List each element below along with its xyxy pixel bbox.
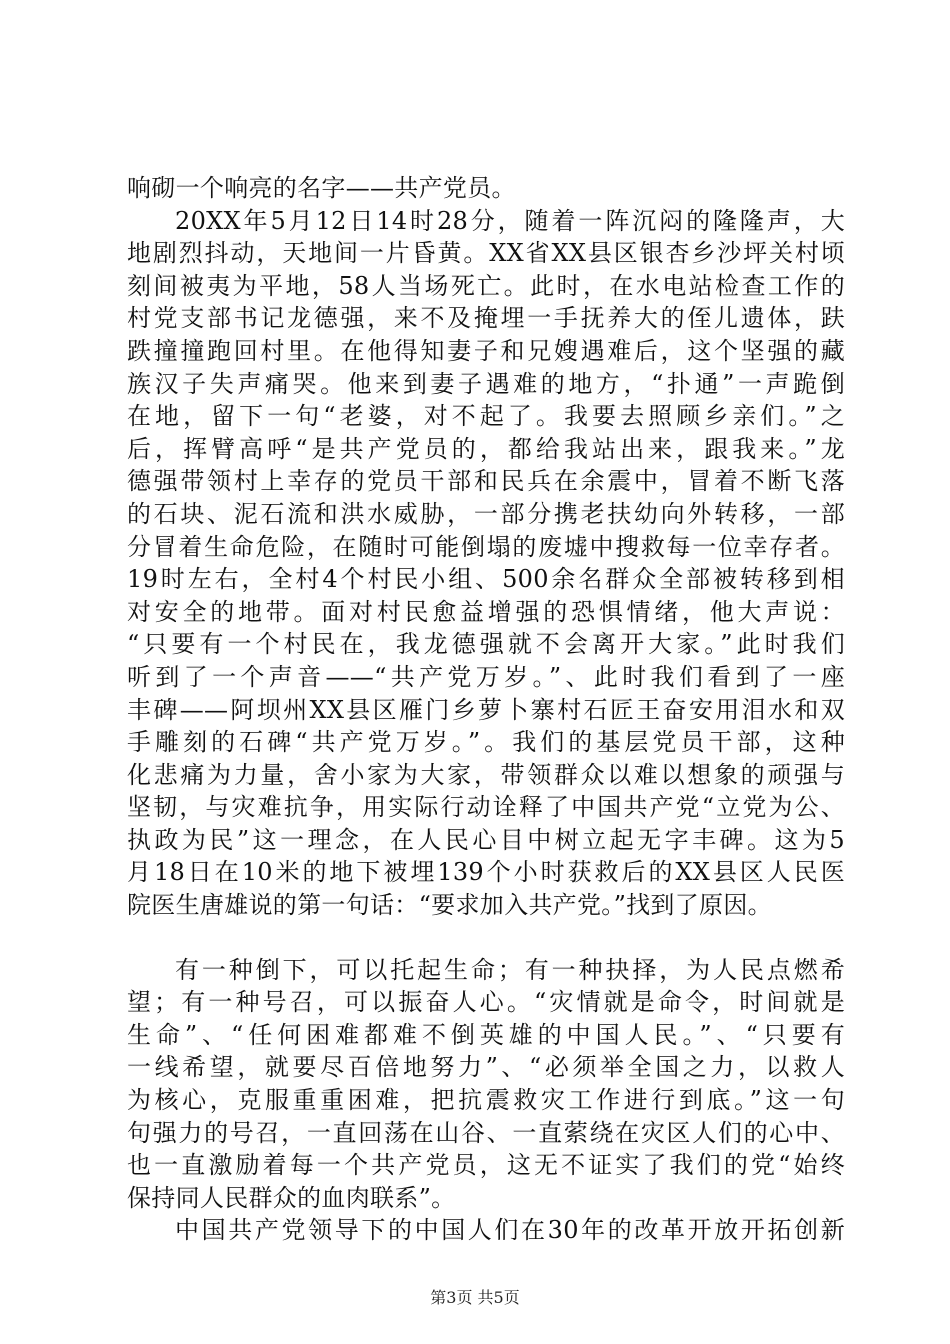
text-line: 的石块、泥石流和洪水威胁，一部分携老扶幼向外转移，一部	[127, 499, 845, 528]
text-line: 也一直激励着每一个共产党员，这无不证实了我们的党“始终	[127, 1151, 845, 1180]
text-line: 族汉子失声痛哭。他来到妻子遇难的地方，“扑通”一声跪倒	[127, 369, 845, 398]
text-line: 20XX年5月12日14时28分，随着一阵沉闷的隆隆声，大	[175, 206, 845, 235]
text-line: 德强带领村上幸存的党员干部和民兵在余震中，冒着不断飞落	[127, 467, 845, 496]
paragraph-3	[127, 954, 845, 1215]
text-line: 中国共产党领导下的中国人们在30年的改革开放开拓创新	[175, 1216, 845, 1245]
page-number-footer: 第3页 共5页	[430, 1288, 520, 1307]
text-line: 地剧烈抖动，天地间一片昏黄。XX省XX县区银杏乡沙坪关村顷	[127, 239, 845, 268]
text-line: 为核心，克服重重困难，把抗震救灾工作进行到底。”这一句	[127, 1086, 845, 1115]
text-line: 坚韧，与灾难抗争，用实际行动诠释了中国共产党“立党为公、	[127, 793, 845, 822]
text-line: 院医生唐雄说的第一句话：“要求加入共产党。”找到了原因。	[127, 891, 772, 920]
text-line: 村党支部书记龙德强，来不及掩埋一手抚养大的侄儿遗体，趺	[127, 304, 845, 333]
text-line: 分冒着生命危险，在随时可能倒塌的废墟中搜救每一位幸存者。	[127, 532, 845, 561]
text-line: 句强力的号召，一直回荡在山谷、一直萦绕在灾区人们的心中、	[127, 1118, 845, 1147]
paragraph-2	[127, 205, 845, 922]
text-line: 化悲痛为力量，舍小家为大家，带领群众以难以想象的顽强与	[127, 760, 845, 789]
text-line: 刻间被夷为平地，58人当场死亡。此时，在水电站检查工作的	[127, 271, 845, 300]
text-line: 19时左右，全村4个村民小组、500余名群众全部被转移到相	[127, 565, 845, 594]
text-line: 生命”、“任何困难都难不倒英雄的中国人民。”、“只要有	[127, 1020, 845, 1049]
text-line: 执政为民”这一理念，在人民心目中树立起无字丰碑。这为5	[127, 825, 845, 854]
text-line: 有一种倒下，可以托起生命；有一种抉择，为人民点燃希	[175, 955, 845, 984]
text-line: 保持同人民群众的血肉联系”。	[127, 1183, 456, 1212]
document-body	[127, 172, 845, 1247]
text-line: 对安全的地带。面对村民愈益增强的恐惧情绪，他大声说：	[127, 597, 845, 626]
paragraph-4	[127, 1214, 845, 1247]
text-line: 手雕刻的石碑“共产党万岁。”。我们的基层党员干部，这种	[127, 728, 845, 757]
paragraph-1	[127, 172, 845, 205]
text-line: 丰碑——阿坝州XX县区雁门乡萝卜寨村石匠王奋安用泪水和双	[127, 695, 845, 724]
text-line: 望；有一种号召，可以振奋人心。“灾情就是命令，时间就是	[127, 988, 845, 1017]
text-line: 响砌一个响亮的名字——共产党员。	[127, 174, 516, 202]
text-line: 在地，留下一句“老婆，对不起了。我要去照顾乡亲们。”之	[127, 402, 845, 431]
text-line: 月18日在10米的地下被埋139个小时获救后的XX县区人民医	[127, 858, 845, 887]
paragraph-spacer	[127, 922, 845, 954]
text-line: 一线希望，就要尽百倍地努力”、“必须举全国之力，以救人	[127, 1053, 845, 1082]
text-line: 后，挥臂高呼“是共产党员的，都给我站出来，跟我来。”龙	[127, 434, 845, 463]
text-line: “只要有一个村民在，我龙德强就不会离开大家。”此时我们	[127, 630, 845, 659]
text-line: 跌撞撞跑回村里。在他得知妻子和兄嫂遇难后，这个坚强的藏	[127, 336, 845, 365]
text-line: 听到了一个声音——“共产党万岁。”、此时我们看到了一座	[127, 662, 845, 691]
